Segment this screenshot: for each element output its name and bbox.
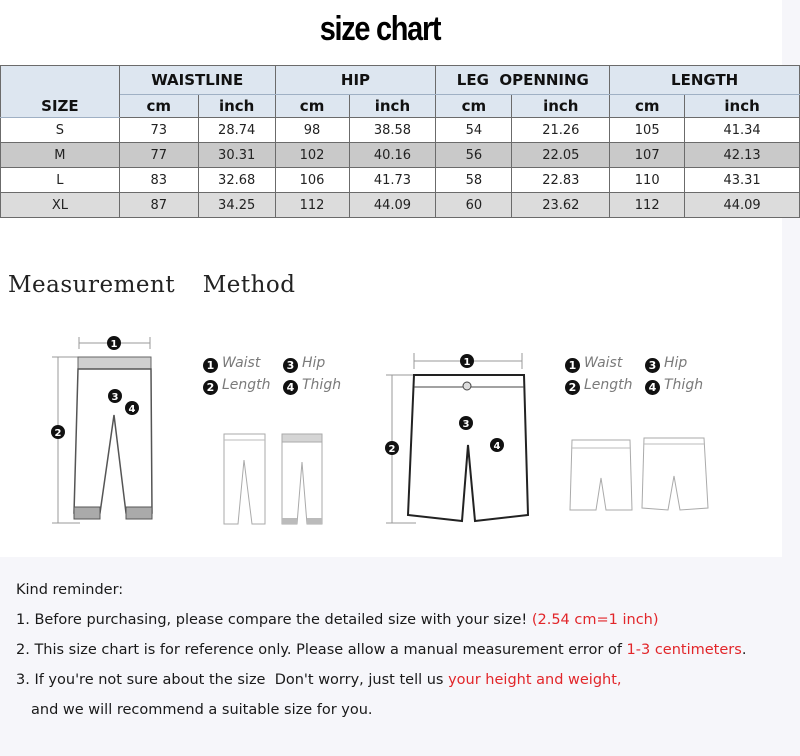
pants-legend: [203, 352, 363, 396]
legend-item-waist: 1 Waist: [565, 352, 645, 374]
svg-text:2: 2: [54, 428, 62, 439]
legend-item-length: 2 Length: [565, 374, 645, 396]
table-cell: 44.09: [349, 193, 436, 218]
shorts-back-thumbnail: [640, 436, 710, 514]
table-cell: 42.13: [685, 143, 800, 168]
reminder-line-1: 1. Before purchasing, please compare the detailed size with your size! (2.54 cm=1 inch): [16, 612, 659, 628]
reminder-line-2: 2. This size chart is for reference only. Please allow a manual measurement error of 1-3 centimeters.: [16, 642, 747, 658]
legend-item-hip: 3 Hip: [645, 352, 725, 374]
svg-text:1: 1: [463, 357, 471, 368]
legend-item-thigh: 4 Thigh: [283, 374, 363, 396]
number-1-icon: 1: [203, 358, 218, 373]
table-cell: 38.58: [349, 118, 436, 143]
table-cell: 73: [119, 118, 198, 143]
shorts-front-thumbnail: [568, 438, 634, 514]
size-cell: L: [1, 168, 120, 193]
size-chart-table: [0, 65, 800, 218]
unit-header: cm: [119, 95, 198, 118]
svg-text:3: 3: [111, 392, 119, 403]
unit-header: inch: [198, 95, 275, 118]
size-cell: S: [1, 118, 120, 143]
svg-text:4: 4: [493, 441, 501, 452]
number-1-icon: 1: [565, 358, 580, 373]
table-cell: 105: [610, 118, 685, 143]
table-cell: 32.68: [198, 168, 275, 193]
table-cell: 22.05: [512, 143, 610, 168]
legend-item-thigh: 4 Thigh: [645, 374, 725, 396]
table-row: [1, 143, 800, 168]
size-cell: M: [1, 143, 120, 168]
number-4-icon: 4: [645, 380, 660, 395]
pants-measurement-diagram: [40, 335, 160, 530]
table-cell: 22.83: [512, 168, 610, 193]
table-cell: 102: [275, 143, 349, 168]
svg-text:1: 1: [110, 339, 118, 350]
size-header: SIZE: [1, 66, 120, 118]
unit-header: cm: [275, 95, 349, 118]
size-cell: XL: [1, 193, 120, 218]
table-row: [1, 168, 800, 193]
pants-back-thumbnail: [280, 432, 325, 527]
table-cell: 83: [119, 168, 198, 193]
leg-opening-header: LEG OPENNING: [436, 66, 610, 95]
table-cell: 23.62: [512, 193, 610, 218]
table-cell: 107: [610, 143, 685, 168]
table-cell: 40.16: [349, 143, 436, 168]
table-cell: 58: [436, 168, 512, 193]
unit-header: cm: [610, 95, 685, 118]
number-3-icon: 3: [283, 358, 298, 373]
table-cell: 44.09: [685, 193, 800, 218]
table-cell: 28.74: [198, 118, 275, 143]
measurement-method-title: Measurement Method: [8, 272, 296, 298]
svg-text:3: 3: [462, 419, 470, 430]
table-unit-row: [1, 95, 800, 118]
reminder-heading: Kind reminder:: [16, 582, 124, 598]
unit-header: cm: [436, 95, 512, 118]
table-cell: 112: [610, 193, 685, 218]
table-cell: 43.31: [685, 168, 800, 193]
table-row: [1, 193, 800, 218]
page-title: size chart: [319, 10, 441, 48]
table-cell: 30.31: [198, 143, 275, 168]
reminder-line-3: 3. If you're not sure about the size Don't worry, just tell us your height and weight,: [16, 672, 622, 688]
length-header: LENGTH: [610, 66, 800, 95]
number-2-icon: 2: [565, 380, 580, 395]
table-cell: 60: [436, 193, 512, 218]
unit-header: inch: [512, 95, 610, 118]
kind-reminder-panel: [0, 557, 782, 756]
number-4-icon: 4: [283, 380, 298, 395]
reminder-line-4: and we will recommend a suitable size for you.: [31, 702, 373, 718]
table-cell: 87: [119, 193, 198, 218]
unit-header: inch: [685, 95, 800, 118]
shorts-measurement-diagram: [380, 345, 530, 530]
unit-header: inch: [349, 95, 436, 118]
legend-item-length: 2 Length: [203, 374, 283, 396]
legend-item-waist: 1 Waist: [203, 352, 283, 374]
number-3-icon: 3: [645, 358, 660, 373]
hip-header: HIP: [275, 66, 436, 95]
pants-front-thumbnail: [222, 432, 267, 527]
table-cell: 41.73: [349, 168, 436, 193]
legend-item-hip: 3 Hip: [283, 352, 363, 374]
table-cell: 34.25: [198, 193, 275, 218]
table-cell: 112: [275, 193, 349, 218]
table-row: [1, 118, 800, 143]
waistline-header: WAISTLINE: [119, 66, 275, 95]
table-cell: 77: [119, 143, 198, 168]
shorts-legend: [565, 352, 725, 396]
table-cell: 106: [275, 168, 349, 193]
table-cell: 41.34: [685, 118, 800, 143]
table-cell: 110: [610, 168, 685, 193]
table-cell: 21.26: [512, 118, 610, 143]
table-cell: 56: [436, 143, 512, 168]
table-cell: 54: [436, 118, 512, 143]
table-header-row: [1, 66, 800, 95]
number-2-icon: 2: [203, 380, 218, 395]
svg-text:2: 2: [388, 444, 396, 455]
table-cell: 98: [275, 118, 349, 143]
svg-text:4: 4: [128, 404, 136, 415]
